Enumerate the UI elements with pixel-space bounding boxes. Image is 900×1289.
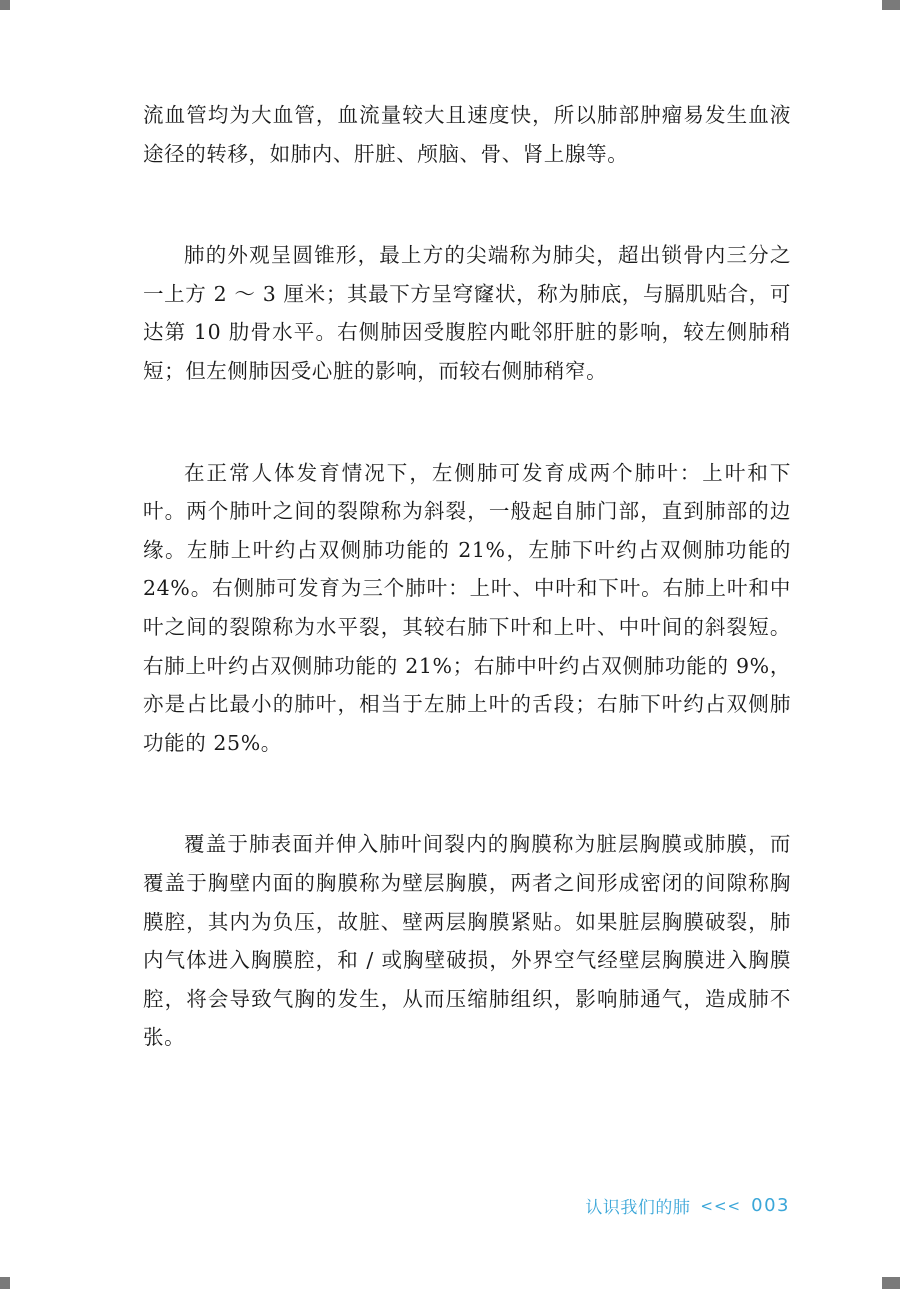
crop-mark-top-left: [0, 0, 10, 10]
footer-arrows: <<<: [700, 1196, 742, 1215]
paragraph-lung-shape: 肺的外观呈圆锥形，最上方的尖端称为肺尖，超出锁骨内三分之一上方 2 ～ 3 厘米；其最下方呈穹窿状，称为肺底，与膈肌贴合，可达第 10 肋骨水平。右侧肺因受腹腔内毗邻肝脏的影响，较左侧肺稍短；但左侧肺因受心脏的影响，而较右侧肺稍窄。: [143, 243, 791, 383]
crop-mark-bottom-right: [882, 1277, 900, 1289]
paragraph-pleura: 覆盖于肺表面并伸入肺叶间裂内的胸膜称为脏层胸膜或肺膜，而覆盖于胸壁内面的胸膜称为壁层胸膜，两者之间形成密闭的间隙称胸膜腔，其内为负压，故脏、壁两层胸膜紧贴。如果脏层胸膜破裂，肺内气体进入胸膜腔，和 / 或胸壁破损，外界空气经壁层胸膜进入胸膜腔，将会导致气胸的发生，从而压缩肺组织，影响肺通气，造成肺不张。: [143, 832, 791, 1050]
page-footer: [585, 1193, 790, 1218]
page-number: 003: [751, 1195, 790, 1216]
page-body: [143, 96, 791, 1120]
crop-mark-bottom-left: [0, 1277, 10, 1289]
paragraph-continued: 流血管均为大血管，血流量较大且速度快，所以肺部肿瘤易发生血液途径的转移，如肺内、肝脏、颅脑、骨、肾上腺等。: [143, 103, 791, 166]
crop-mark-top-right: [882, 0, 900, 10]
paragraph-lung-lobes: 在正常人体发育情况下，左侧肺可发育成两个肺叶：上叶和下叶。两个肺叶之间的裂隙称为斜裂，一般起自肺门部，直到肺部的边缘。左肺上叶约占双侧肺功能的 21%，左肺下叶约占双侧肺功能的 24%。右侧肺可发育为三个肺叶：上叶、中叶和下叶。右肺上叶和中叶之间的裂隙称为水平裂，其较右肺下叶和上叶、中叶间的斜裂短。右肺上叶约占双侧肺功能的 21%；右肺中叶约占双侧肺功能的 9%，亦是占比最小的肺叶，相当于左肺上叶的舌段；右肺下叶约占双侧肺功能的 25%。: [143, 460, 791, 755]
footer-chapter-title: 认识我们的肺: [585, 1198, 691, 1218]
